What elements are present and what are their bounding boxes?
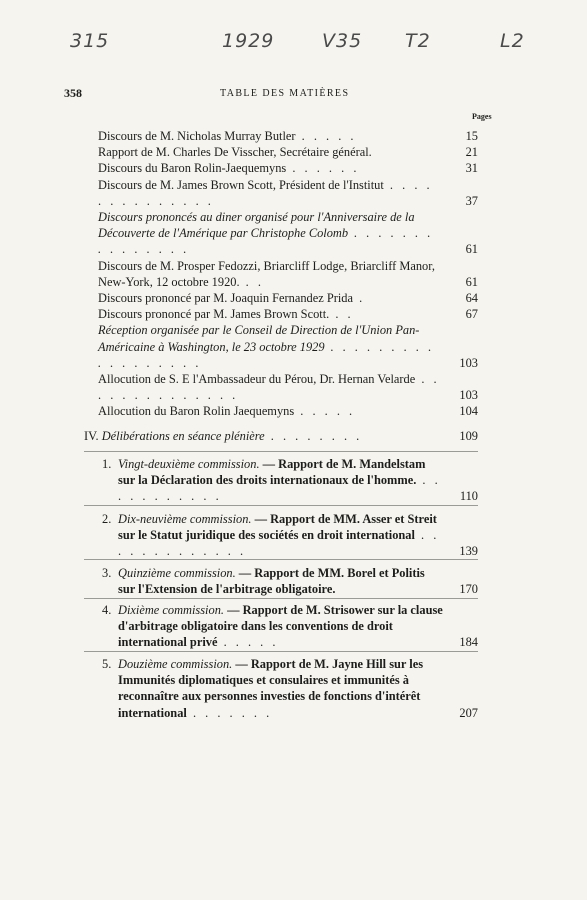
dot-leader: . . . . . . . . . . . . . . [98,177,433,208]
handwritten-note: 1929 [222,30,275,52]
dot-leader: . . . . . . . . . . . [118,473,441,504]
toc-entry [98,144,478,160]
divider [84,651,478,652]
toc-entry-page: 67 [465,307,478,322]
toc-entry-page: 21 [465,145,478,160]
toc-entry [98,322,478,371]
dot-leader: . . [239,274,264,289]
commission-name: Dixième commission. [118,603,224,617]
page-number: 358 [64,86,82,100]
divider [84,559,478,560]
handwritten-note: T2 [405,30,431,52]
toc-entry-text: Discours du Baron Rolin-Jaequemyns [98,161,287,176]
toc-entry-text: Allocution de S. E l'Ambassadeur du Pérou, Dr. Hernan Velarde [98,372,416,387]
commission-entry [84,565,478,597]
commission-name: Quinzième commission. [118,566,236,580]
pages-column-label: Pages [472,112,492,121]
toc-entry-page: 104 [459,404,478,419]
toc-entry-text: Discours prononcé par M. Joaquin Fernandez Prida [98,291,353,306]
toc-entry-page: 170 [459,582,478,597]
divider [84,451,478,452]
toc-entry-text: Discours de M. Prosper Fedozzi, Briarcliff Lodge, Briarcliff Manor, New-York, 12 octobre 1920. [98,258,435,289]
handwritten-note: V35 [322,30,363,52]
toc-entry-page: 64 [465,291,478,306]
toc-entry [98,306,478,322]
commission-entry [84,456,478,505]
toc-entry-page: 139 [459,544,478,559]
dot-leader: . . [329,307,354,322]
toc-entry-text: Discours prononcé par M. James Brown Scott. [98,307,330,322]
dot-leader: . . . . . [294,404,356,419]
commission-description: — Rapport de M. Mandelstam sur la Déclaration des droits internationaux de l'homme. [118,457,426,488]
dot-leader: . . . . . . . . . . . . . [118,528,440,559]
toc-entry-text: Rapport de M. Charles De Visscher, Secrétaire général. [98,145,372,160]
toc-entry-page: 184 [459,635,478,650]
toc-entry [98,371,478,403]
commission-number: 4. [102,603,112,617]
commission-number: 5. [102,657,112,671]
commission-name: Dix-neuvième commission. [118,512,252,526]
toc-entry [98,160,478,176]
commission-description: — Rapport de M. Jayne Hill sur les Immunités diplomatiques et consulaires et immunités à reconnaître aux personnes investies de fonctions d'intérêt international [118,657,424,720]
toc-entry-page: 15 [465,129,478,143]
section-heading [84,428,478,444]
handwritten-note: 315 [70,30,110,52]
dot-leader: . . . . . . . . . . . . . . . . . . [98,339,435,370]
commission-number: 3. [102,566,112,580]
toc-entry-text: Réception organisée par le Conseil de Direction de l'Union Pan-Américaine à Washington, le 23 octobre 1929 [98,323,420,354]
toc-entry-page: 110 [459,489,478,504]
section-numeral: IV. [84,429,99,443]
toc-entry-page: 61 [465,242,478,257]
divider [84,598,478,599]
toc-entry-page: 31 [465,161,478,176]
dot-leader: . . . . . [295,129,357,143]
divider [84,505,478,506]
toc-entry [98,403,478,419]
dot-leader: . . . . . [217,635,279,650]
toc-entry-page: 207 [459,705,478,720]
toc-entry [98,290,478,306]
toc-entry [84,428,478,444]
toc-entry [98,209,478,258]
toc-entry-page: 103 [459,355,478,370]
toc-entry-page: 103 [459,388,478,403]
toc-entry [98,128,478,144]
handwritten-note: L2 [500,30,525,52]
toc-entry-text: Discours de M. James Brown Scott, Président de l'Institut [98,177,384,192]
dot-leader: . . . . . . [286,161,360,176]
dot-leader: . . . . . . . . [264,429,363,443]
commission-name: Vingt-deuxième commission. [118,457,260,471]
commission-description: — Rapport de MM. Asser et Streit sur le Statut juridique des sociétés en droit international [118,512,437,543]
dot-leader: . . . . . . . . . . . . . . . [98,226,434,257]
commission-description: — Rapport de MM. Borel et Politis sur l'Extension de l'arbitrage obligatoire. [118,566,425,597]
running-title: TABLE DES MATIÈRES [220,88,350,99]
toc-entry-page: 109 [459,429,478,443]
commission-number: 2. [102,512,112,526]
toc-entry-text: Discours prononcés au diner organisé pour l'Anniversaire de la Découverte de l'Amérique par Christophe Colomb [98,210,415,241]
dot-leader: . . . . . . . . . . . . . . [98,372,440,403]
toc-entry [98,177,478,209]
dot-leader: . . . . . . . [186,705,273,720]
section-title: Délibérations en séance plénière [101,429,265,443]
toc-entry-text: Allocution du Baron Rolin Jaequemyns [98,404,295,419]
dot-leader: . [352,291,366,306]
commission-entry [84,602,478,651]
commission-entry [84,656,478,721]
toc-entry [98,258,478,290]
toc-list [98,128,478,420]
commission-number: 1. [102,457,112,471]
toc-entry-page: 37 [465,193,478,208]
toc-entry-text: Discours de M. Nicholas Murray Butler [98,129,296,143]
commission-name: Douzième commission. [118,657,233,671]
commission-entry [84,511,478,560]
toc-entry-page: 61 [465,274,478,289]
commission-description: — Rapport de M. Strisower sur la clause d'arbitrage obligatoire dans les conventions de droit international privé [118,603,443,650]
